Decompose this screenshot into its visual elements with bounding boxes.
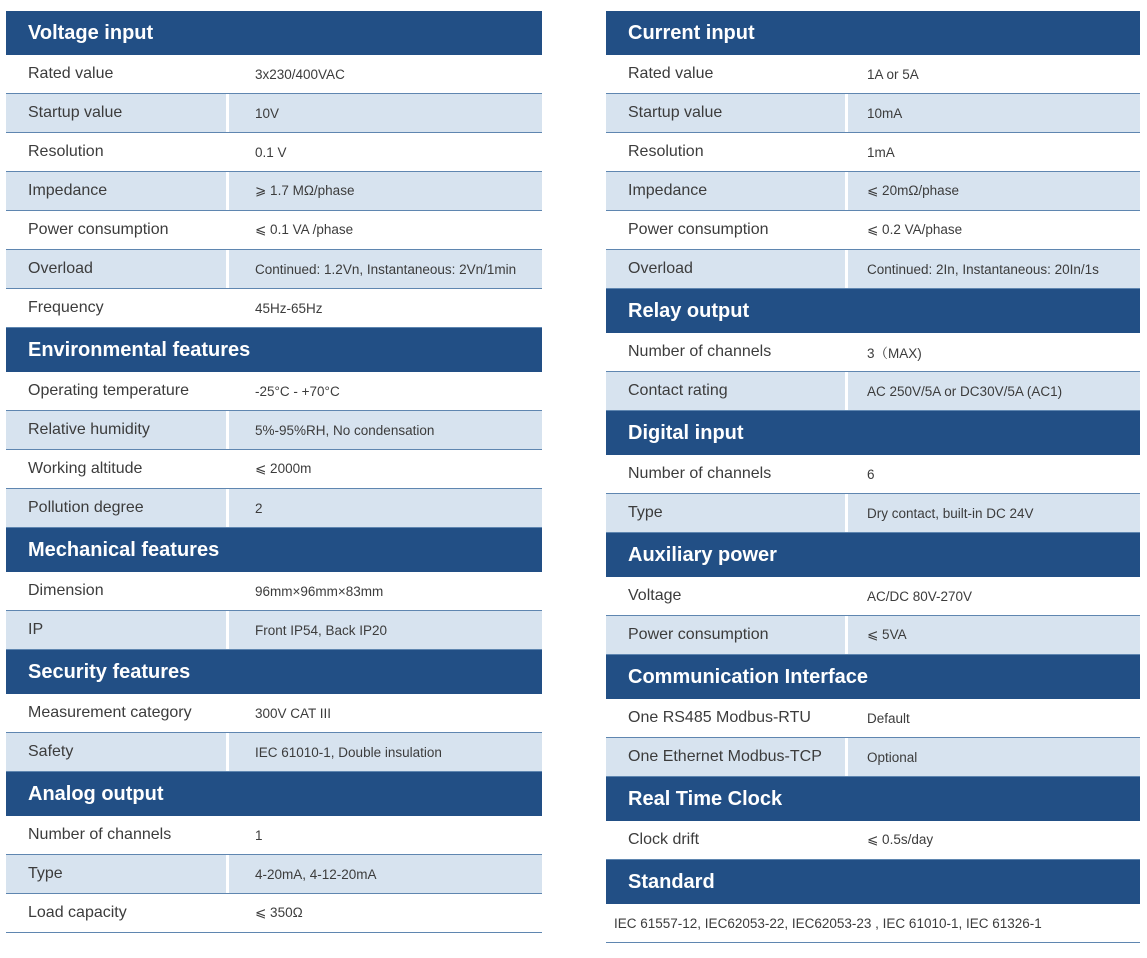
spec-value: 3（MAX) <box>867 346 922 361</box>
spec-label: Contact rating <box>606 372 848 410</box>
spec-value: ⩽ 0.2 VA/phase <box>867 222 963 237</box>
spec-row <box>606 133 1140 172</box>
spec-row <box>6 94 542 133</box>
spec-row <box>6 372 542 411</box>
spec-label: Startup value <box>6 94 229 132</box>
spec-value: 1 <box>255 827 263 843</box>
spec-row <box>6 572 542 611</box>
spec-row <box>606 494 1140 533</box>
spec-label: Load capacity <box>6 894 229 932</box>
spec-row <box>606 821 1140 860</box>
spec-row <box>6 733 542 772</box>
section-header-communication-interface: Communication Interface <box>606 655 1140 699</box>
spec-label: Power consumption <box>606 211 848 249</box>
section-header-current-input: Current input <box>606 11 1140 55</box>
spec-value: ⩽ 0.1 VA /phase <box>255 222 354 237</box>
spec-row <box>6 450 542 489</box>
spec-value: IEC 61010-1, Double insulation <box>255 744 442 760</box>
spec-label: Safety <box>6 733 229 771</box>
spec-label: Resolution <box>6 133 229 171</box>
spec-row <box>606 699 1140 738</box>
spec-label: Impedance <box>606 172 848 210</box>
spec-row <box>606 94 1140 133</box>
spec-row <box>6 894 542 933</box>
spec-label: Rated value <box>606 55 848 93</box>
spec-value: 3x230/400VAC <box>255 66 345 82</box>
spec-label: Power consumption <box>606 616 848 654</box>
spec-value: 4-20mA, 4-12-20mA <box>255 866 377 882</box>
spec-label: Relative humidity <box>6 411 229 449</box>
spec-row <box>6 411 542 450</box>
spec-value: Optional <box>867 749 918 765</box>
spec-label: Number of channels <box>606 455 848 493</box>
spec-label: Impedance <box>6 172 229 210</box>
spec-label: Overload <box>606 250 848 288</box>
spec-value: 2 <box>255 500 263 516</box>
spec-label: Working altitude <box>6 450 229 488</box>
section-header-relay-output: Relay output <box>606 289 1140 333</box>
section-header-auxiliary-power: Auxiliary power <box>606 533 1140 577</box>
spec-row <box>606 172 1140 211</box>
spec-row <box>606 738 1140 777</box>
spec-label: Pollution degree <box>6 489 229 527</box>
spec-value: Default <box>867 710 910 726</box>
spec-row <box>6 250 542 289</box>
spec-row <box>606 577 1140 616</box>
spec-value: AC 250V/5A or DC30V/5A (AC1) <box>867 383 1063 399</box>
spec-value: Dry contact, built-in DC 24V <box>867 505 1034 521</box>
spec-label: Measurement category <box>6 694 229 732</box>
spec-row <box>6 611 542 650</box>
right-spec-column <box>606 11 1140 943</box>
spec-row <box>6 211 542 250</box>
spec-label: Number of channels <box>6 816 229 854</box>
spec-value: 0.1 V <box>255 144 287 160</box>
spec-label: One RS485 Modbus-RTU <box>606 699 848 737</box>
spec-row <box>6 855 542 894</box>
spec-row <box>6 694 542 733</box>
spec-row <box>6 55 542 94</box>
spec-value: AC/DC 80V-270V <box>867 588 973 604</box>
section-header-standard: Standard <box>606 860 1140 904</box>
left-spec-column <box>6 11 542 933</box>
spec-row <box>606 333 1140 372</box>
spec-row <box>606 55 1140 94</box>
spec-row <box>606 250 1140 289</box>
spec-value: 300V CAT III <box>255 705 332 721</box>
spec-row <box>6 133 542 172</box>
spec-label: Type <box>6 855 229 893</box>
spec-label: Resolution <box>606 133 848 171</box>
spec-value: 1A or 5A <box>867 66 919 82</box>
spec-label: Power consumption <box>6 211 229 249</box>
spec-row <box>606 455 1140 494</box>
spec-value: Continued: 2In, Instantaneous: 20In/1s <box>867 261 1099 277</box>
spec-value: ⩽ 0.5s/day <box>867 832 934 847</box>
spec-row <box>6 816 542 855</box>
spec-value: ⩽ 2000m <box>255 461 312 476</box>
spec-value: Continued: 1.2Vn, Instantaneous: 2Vn/1min <box>255 261 517 277</box>
spec-value: Front IP54, Back IP20 <box>255 622 388 638</box>
spec-value: 10V <box>255 105 280 121</box>
spec-label: Type <box>606 494 848 532</box>
spec-value: 45Hz-65Hz <box>255 300 323 316</box>
spec-value: IEC 61557-12, IEC62053-22, IEC62053-23 , IEC 61010-1, IEC 61326-1 <box>614 915 1042 931</box>
spec-value: 6 <box>867 466 875 482</box>
spec-value: -25°C - +70°C <box>255 383 340 399</box>
spec-row <box>6 289 542 328</box>
section-header-security-features: Security features <box>6 650 542 694</box>
section-header-mechanical-features: Mechanical features <box>6 528 542 572</box>
spec-row <box>6 489 542 528</box>
spec-label: One Ethernet Modbus-TCP <box>606 738 848 776</box>
spec-row <box>606 211 1140 250</box>
spec-value: 96mm×96mm×83mm <box>255 583 384 599</box>
spec-value: 5%-95%RH, No condensation <box>255 422 435 438</box>
spec-value: ⩽ 350Ω <box>255 905 303 920</box>
spec-row <box>606 372 1140 411</box>
spec-value: ⩽ 20mΩ/phase <box>867 183 959 198</box>
spec-label: Overload <box>6 250 229 288</box>
spec-label: Startup value <box>606 94 848 132</box>
section-header-environmental-features: Environmental features <box>6 328 542 372</box>
section-header-digital-input: Digital input <box>606 411 1140 455</box>
spec-row <box>6 172 542 211</box>
spec-label: Dimension <box>6 572 229 610</box>
spec-value: ⩾ 1.7 MΩ/phase <box>255 183 355 198</box>
spec-label: Voltage <box>606 577 848 615</box>
spec-label: IP <box>6 611 229 649</box>
spec-value: 1mA <box>867 144 895 160</box>
section-header-voltage-input: Voltage input <box>6 11 542 55</box>
spec-label: Clock drift <box>606 821 848 859</box>
spec-value: 10mA <box>867 105 903 121</box>
spec-label: Frequency <box>6 289 229 327</box>
section-header-real-time-clock: Real Time Clock <box>606 777 1140 821</box>
spec-value: ⩽ 5VA <box>867 627 907 642</box>
spec-row <box>606 616 1140 655</box>
spec-label: Number of channels <box>606 333 848 371</box>
spec-label: Operating temperature <box>6 372 229 410</box>
spec-label: Rated value <box>6 55 229 93</box>
spec-row <box>606 904 1140 943</box>
section-header-analog-output: Analog output <box>6 772 542 816</box>
